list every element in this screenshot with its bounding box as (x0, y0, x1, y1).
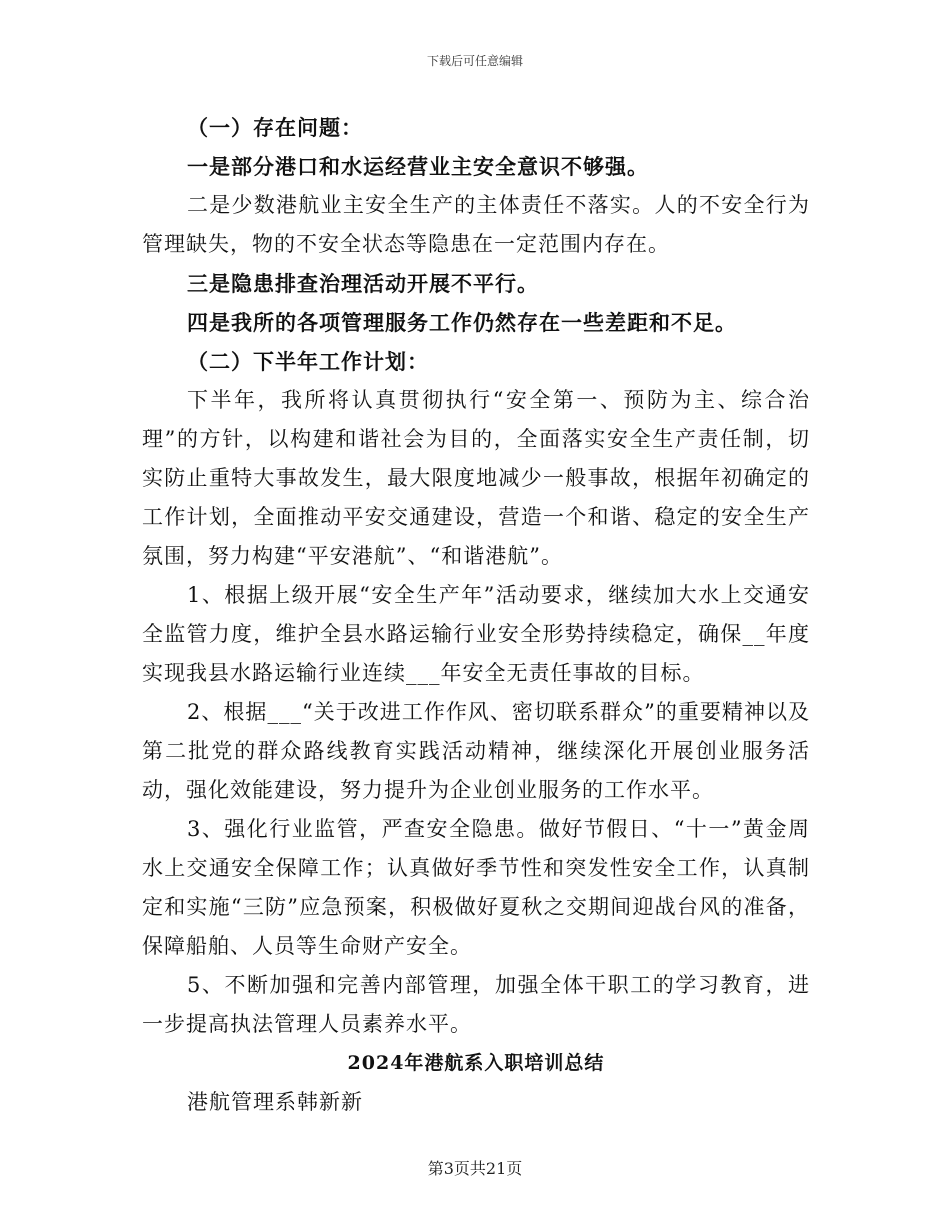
section-title: 2024年港航系入职培训总结 (347, 1052, 605, 1074)
heading-existing-problems: （一）存在问题： (187, 115, 363, 140)
page-header: 下载后可任意编辑 (426, 54, 523, 68)
problem-3: 三是隐患排查治理活动开展不平行。 (187, 271, 539, 296)
problem-4: 四是我所的各项管理服务工作仍然存在一些差距和不足。 (187, 310, 737, 335)
plan-item-1: 1、根据上级开展“安全生产年”活动要求，继续加大水上交通安全监管力度，维护全县水路运输行业安全形势持续稳定，确保__年度实现我县水路运输行业连续___年安全无责任事故的目标。 (142, 583, 810, 685)
heading-work-plan: （二）下半年工作计划： (187, 349, 429, 374)
problem-2: 二是少数港航业主安全生产的主体责任不落实。人的不安全行为管理缺失，物的不安全状态等隐患在一定范围内存在。 (142, 193, 810, 256)
page-number: 第3页共21页 (427, 1159, 523, 1178)
plan-item-3: 3、强化行业监管，严查安全隐患。做好节假日、“十一”黄金周水上交通安全保障工作；认真做好季节性和突发性安全工作，认真制定和实施“三防”应急预案，积极做好夏秋之交期间迎战台风的准备，保障船舶、人员等生命财产安全。 (142, 817, 810, 958)
problem-1: 一是部分港口和水运经营业主安全意识不够强。 (187, 154, 649, 179)
author-line: 港航管理系韩新新 (187, 1090, 363, 1114)
plan-item-5: 5、不断加强和完善内部管理，加强全体干职工的学习教育，进一步提高执法管理人员素养水平。 (142, 973, 810, 1036)
document-body (142, 108, 810, 1122)
plan-item-2: 2、根据___“关于改进工作作风、密切联系群众”的重要精神以及第二批党的群众路线教育实践活动精神，继续深化开展创业服务活动，强化效能建设，努力提升为企业创业服务的工作水平。 (142, 700, 810, 802)
plan-intro: 下半年，我所将认真贯彻执行“安全第一、预防为主、综合治理”的方针，以构建和谐社会为目的，全面落实安全生产责任制，切实防止重特大事故发生，最大限度地减少一般事故，根据年初确定的工作计划，全面推动平安交通建设，营造一个和谐、稳定的安全生产氛围，努力构建“平安港航”、“和谐港航”。 (142, 388, 810, 568)
